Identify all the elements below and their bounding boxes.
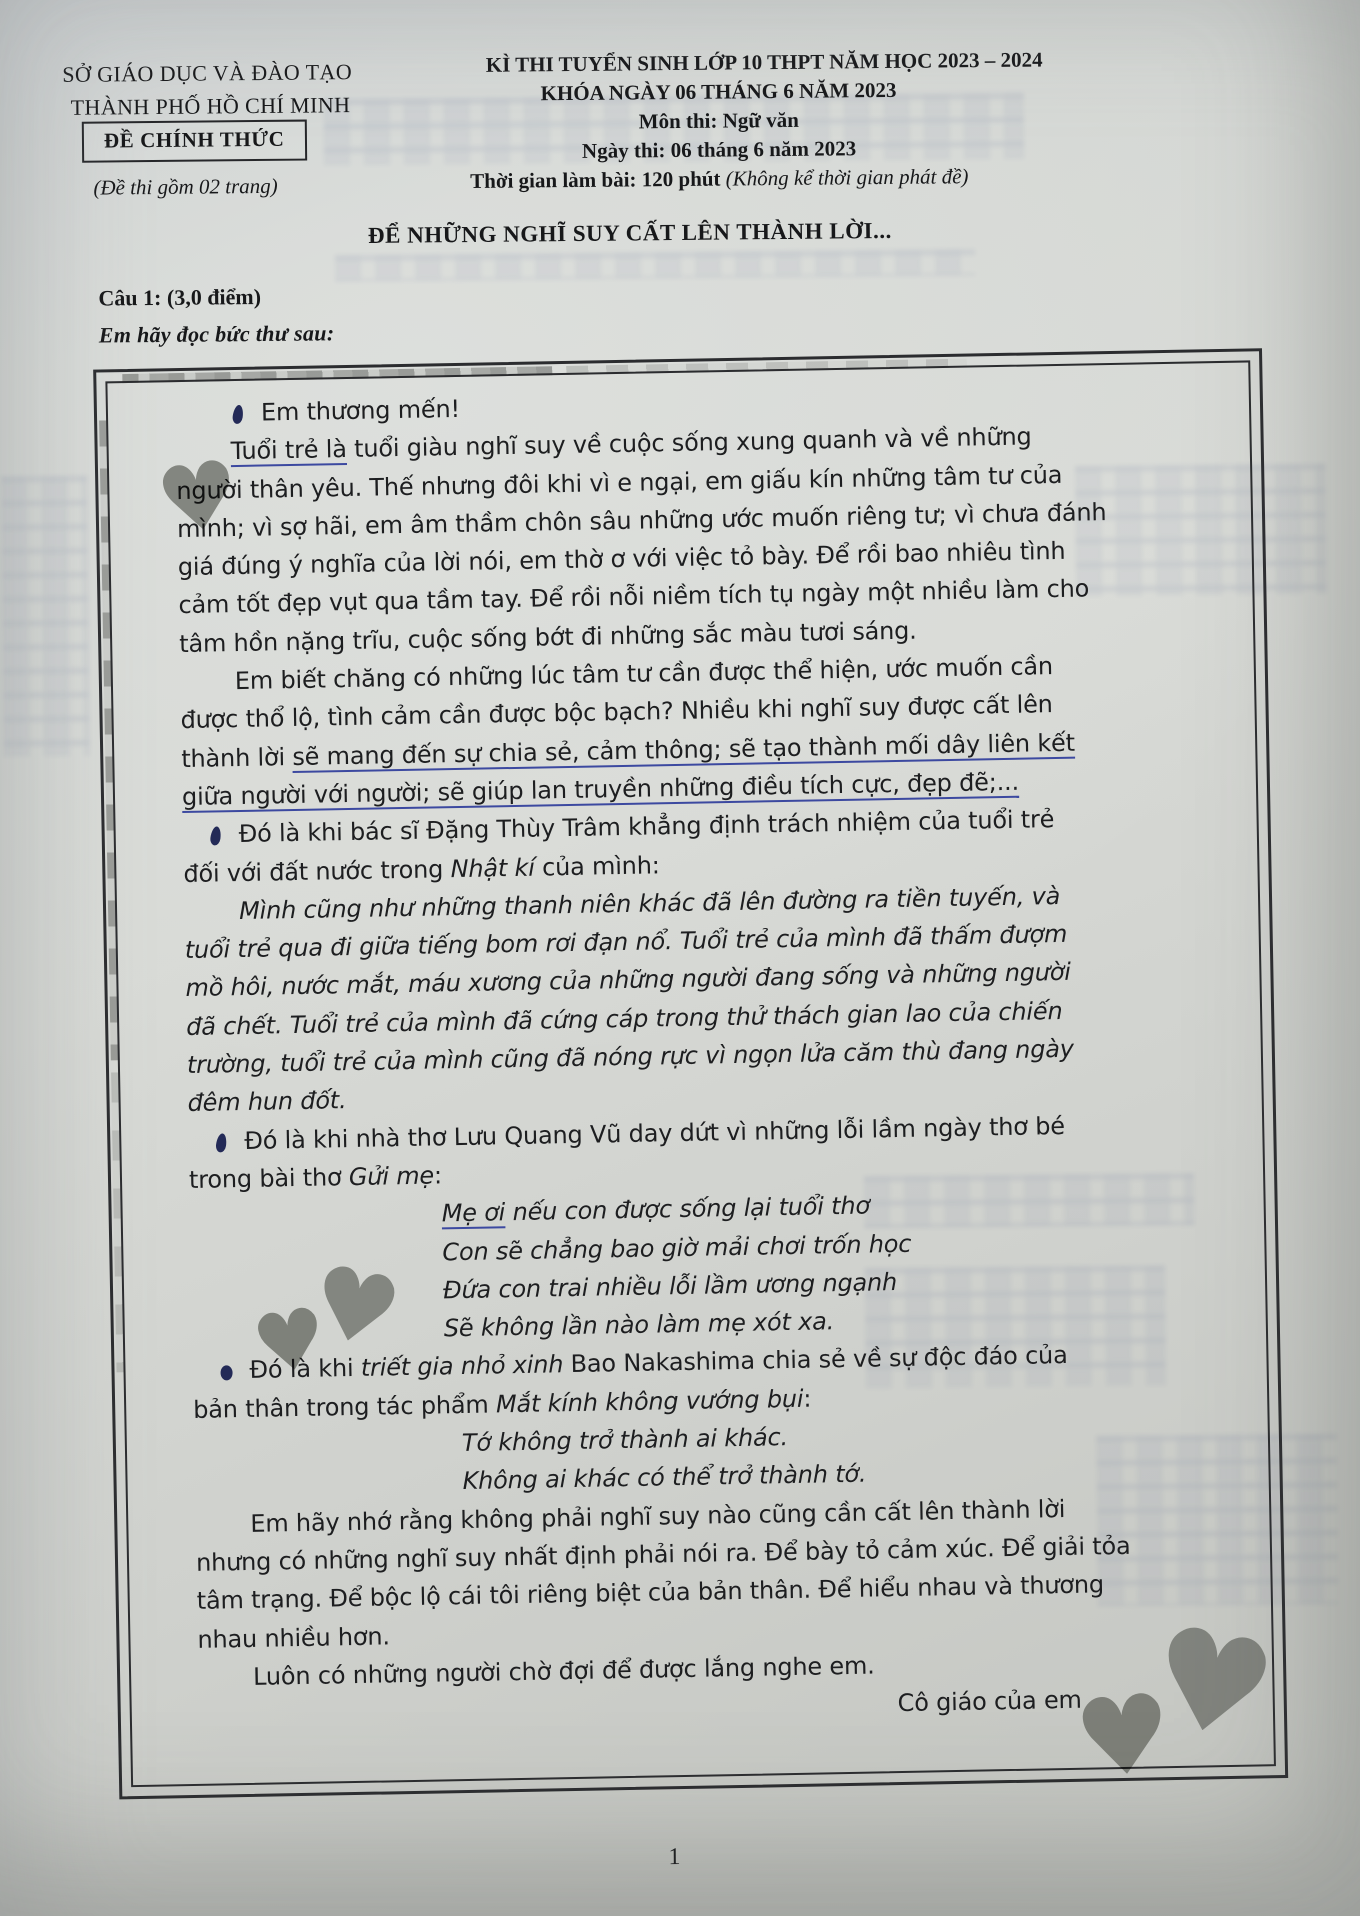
leaf-bullet-icon: [215, 1132, 228, 1152]
letter-text-segment: Bao Nakashima chia sẻ về sự độc đáo của: [562, 1341, 1068, 1379]
letter-block-para6: [195, 1487, 1213, 1659]
letter-text-segment: cảm tốt đẹp vụt qua tầm tay. Để rồi nỗi niềm tích tụ ngày một nhiều làm cho: [178, 574, 1090, 620]
letter-text-segment: đêm hun đốt.: [187, 1086, 347, 1118]
letter-text-segment: Đó là khi: [249, 1354, 362, 1385]
exam-session: KHÓA NGÀY 06 THÁNG 6 NĂM 2023: [540, 77, 897, 106]
letter-text-segment: người thân yêu. Thế nhưng đôi khi vì e ngại, em giấu kín những tâm tư của: [176, 460, 1063, 505]
letter-text-segment: sẽ mang đến sự chia sẻ, cảm thông; sẽ tạo thành mối dây liên kết: [292, 728, 1076, 771]
letter-text-segment: Không ai khác có thể trở thành tớ.: [462, 1459, 867, 1496]
letter-text-segment: đã chết. Tuổi trẻ của mình đã cứng cáp trong thử thách gian lao của chiến: [185, 996, 1063, 1041]
letter-text-segment: Tuổi trẻ là: [230, 435, 347, 466]
org-name-line1: SỞ GIÁO DỤC VÀ ĐÀO TẠO: [62, 59, 353, 87]
letter-block-quote-glasses: [462, 1410, 1210, 1500]
page-number: 1: [668, 1844, 681, 1871]
letter-text-segment: Đó là khi nhà thơ Lưu Quang Vũ day dứt vì những lỗi lầm ngày thơ bé: [244, 1111, 1066, 1155]
pages-note: (Đề thi gồm 02 trang): [93, 173, 278, 200]
official-label-box: [82, 120, 307, 163]
letter-text-segment: Luôn có những người chờ đợi để được lắng nghe em.: [252, 1651, 875, 1691]
letter-text-segment: Tớ không trở thành ai khác.: [461, 1423, 789, 1458]
letter-text-segment: :: [433, 1161, 443, 1190]
letter-text-segment: :: [803, 1384, 812, 1413]
letter-text-segment: tâm trạng. Để bộc lộ cái tôi riêng biệt của bản thân. Để hiểu nhau và thương: [196, 1570, 1105, 1616]
letter-text-segment: tâm hồn nặng trĩu, cuộc sống bớt đi những sắc màu tươi sáng.: [178, 616, 917, 658]
letter-text-segment: của mình:: [534, 850, 660, 882]
exam-duration: [334, 161, 1104, 197]
letter-box: [93, 348, 1288, 1799]
letter-block-quote-diary: [184, 874, 1203, 1122]
dot-bullet-icon: [220, 1366, 232, 1381]
question-label: Câu 1: (3,0 điểm): [98, 284, 262, 311]
letter-text-segment: Em biết chăng có những lúc tâm tư cần được thể hiện, ước muốn cần: [234, 652, 1054, 696]
letter-block-para2: [180, 645, 1198, 817]
letter-text-segment: giá đúng ý nghĩa của lời nói, em thờ ơ với việc tỏ bày. Để rồi bao nhiêu tình: [177, 537, 1066, 582]
letter-text-segment: tuổi giàu nghĩ suy về cuộc sống xung quanh và về những: [346, 422, 1032, 464]
exam-duration-note: (Không kể thời gian phát đề): [725, 164, 969, 191]
question-instruction: Em hãy đọc bức thư sau:: [98, 320, 335, 348]
exam-title: ĐỂ NHỮNG NGHĨ SUY CẤT LÊN THÀNH LỜI...: [367, 217, 892, 248]
letter-text-segment: Đó là khi bác sĩ Đặng Thùy Trâm khẳng định trách nhiệm của tuổi trẻ: [238, 805, 1055, 849]
letter-text-segment: Nhật kí: [450, 853, 535, 883]
letter-block-poem: [441, 1181, 1207, 1348]
letter-text-segment: Con sẽ chẳng bao giờ mải chơi trốn học: [442, 1229, 912, 1266]
exam-date: Ngày thi: 06 tháng 6 năm 2023: [581, 136, 857, 163]
letter-text-segment: Mình cũng như những thanh niên khác đã lên đường ra tiền tuyến, và: [238, 881, 1061, 925]
letter-text-segment: đối với đất nước trong: [183, 854, 451, 888]
letter-text-segment: tuổi trẻ qua đi giữa tiếng bom rơi đạn nổ. Tuổi trẻ của mình đã thấm đượm: [184, 920, 1068, 965]
letter-text-segment: Đứa con trai nhiều lỗi lầm ương ngạnh: [442, 1267, 898, 1305]
exam-subject: Môn thi: Ngữ văn: [638, 107, 800, 134]
ink-bleed: [1, 476, 90, 757]
letter-text-segment: Mẹ ơi: [441, 1198, 506, 1228]
letter-text-segment: trong bài thơ: [188, 1163, 350, 1194]
exam-duration-main: Thời gian làm bài: 120 phút: [470, 166, 726, 193]
letter-text-segment: mình; vì sợ hãi, em âm thầm chôn sâu những ước muốn riêng tư; vì chưa đánh: [176, 497, 1107, 543]
exam-header: [333, 45, 1104, 197]
ink-bleed: [335, 249, 975, 281]
letter-text-segment: Mắt kính không vướng bụi: [495, 1384, 804, 1419]
leaf-bullet-icon: [232, 404, 245, 424]
letter-text-segment: bản thân trong tác phẩm: [192, 1390, 497, 1424]
leaf-bullet-icon: [209, 826, 222, 846]
org-name-line2: THÀNH PHỐ HỒ CHÍ MINH: [70, 92, 351, 120]
letter-body: [175, 377, 1214, 1736]
official-label: ĐỀ CHÍNH THỨC: [103, 126, 285, 153]
letter-block-para1: [175, 415, 1194, 663]
letter-text-segment: nhau nhiều hơn.: [197, 1621, 391, 1654]
exam-name: KÌ THI TUYỂN SINH LỚP 10 THPT NĂM HỌC 2023 – 2024: [485, 47, 1043, 77]
letter-text-segment: được thổ lộ, tình cảm cần được bộc bạch? Nhiều khi nghĩ suy được cất lên: [180, 690, 1053, 735]
letter-text-segment: mồ hôi, nước mắt, máu xương của những người đang sống và những người: [185, 958, 1071, 1003]
letter-text-segment: nếu con được sống lại tuổi thơ: [504, 1191, 871, 1227]
letter-text-segment: Em hãy nhớ rằng không phải nghĩ suy nào cũng cần cất lên thành lời: [250, 1494, 1066, 1538]
letter-text-segment: Cô giáo của em: [897, 1685, 1082, 1718]
letter-text-segment: thành lời: [181, 742, 293, 773]
letter-text-segment: Gửi mẹ: [348, 1161, 435, 1191]
letter-text-segment: trường, tuổi trẻ của mình cũng đã nóng rực vì ngọn lửa căm thù đang ngày: [186, 1034, 1074, 1080]
letter-text-segment: giữa người với người; sẽ giúp lan truyền những điều tích cực, đẹp đẽ;...: [181, 767, 1020, 812]
letter-text-segment: Em thương mến!: [260, 394, 461, 427]
letter-text-segment: triết gia nhỏ xinh: [360, 1350, 564, 1383]
letter-text-segment: Sẽ không lần nào làm mẹ xót xa.: [443, 1307, 835, 1343]
letter-text-segment: nhưng có những nghĩ suy nhất định phải nói ra. Để bày tỏ cảm xúc. Để giải tỏa: [195, 1531, 1131, 1577]
